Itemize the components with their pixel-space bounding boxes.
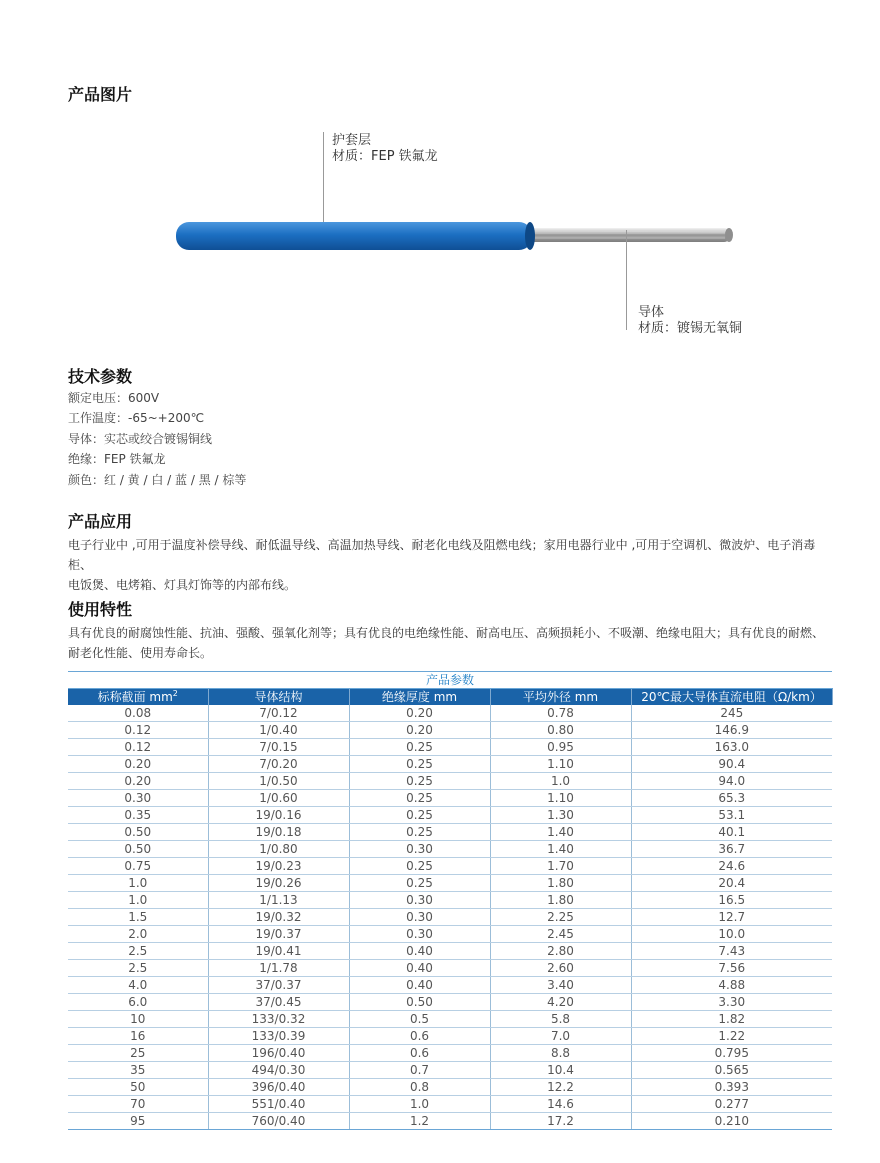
cell-cross-section: 70 <box>68 1096 208 1113</box>
cell-insulation-thickness: 0.8 <box>349 1079 490 1096</box>
cell-cross-section: 25 <box>68 1045 208 1062</box>
tech-param-conductor: 导体：实芯或绞合镀锡铜线 <box>68 432 213 446</box>
cell-resistance: 12.7 <box>631 909 832 926</box>
cell-outer-diameter: 1.70 <box>490 858 631 875</box>
cell-insulation-thickness: 0.50 <box>349 994 490 1011</box>
table-row <box>68 977 832 994</box>
cell-resistance: 10.0 <box>631 926 832 943</box>
cell-cross-section: 0.30 <box>68 790 208 807</box>
cell-insulation-thickness: 0.30 <box>349 926 490 943</box>
cell-resistance: 0.210 <box>631 1113 832 1130</box>
cell-outer-diameter: 1.80 <box>490 875 631 892</box>
table-row <box>68 858 832 875</box>
cell-cross-section: 0.20 <box>68 756 208 773</box>
cell-cross-section: 35 <box>68 1062 208 1079</box>
cell-cross-section: 2.5 <box>68 943 208 960</box>
cell-resistance: 245 <box>631 705 832 722</box>
cell-insulation-thickness: 0.25 <box>349 824 490 841</box>
cell-outer-diameter: 2.25 <box>490 909 631 926</box>
cell-resistance: 0.393 <box>631 1079 832 1096</box>
cell-conductor-structure: 551/0.40 <box>208 1096 349 1113</box>
cell-conductor-structure: 760/0.40 <box>208 1113 349 1130</box>
cell-insulation-thickness: 0.25 <box>349 739 490 756</box>
cell-insulation-thickness: 0.40 <box>349 943 490 960</box>
cell-insulation-thickness: 0.30 <box>349 841 490 858</box>
cell-outer-diameter: 1.40 <box>490 824 631 841</box>
cell-outer-diameter: 7.0 <box>490 1028 631 1045</box>
header-outer-diameter: 平均外径 mm <box>490 689 631 706</box>
table-row <box>68 875 832 892</box>
features-text <box>68 623 838 663</box>
cell-insulation-thickness: 1.2 <box>349 1113 490 1130</box>
cell-cross-section: 0.75 <box>68 858 208 875</box>
features-line-1: 具有优良的耐腐蚀性能、抗油、强酸、强氧化剂等；具有优良的电绝缘性能、耐高电压、高频损耗小、不吸潮、绝缘电阻大；具有优良的耐燃、 <box>68 626 825 640</box>
table-row <box>68 807 832 824</box>
cell-insulation-thickness: 0.40 <box>349 977 490 994</box>
tech-param-voltage: 额定电压：600V <box>68 391 160 405</box>
jacket-name: 护套层 <box>332 133 372 148</box>
cell-conductor-structure: 19/0.26 <box>208 875 349 892</box>
cell-outer-diameter: 12.2 <box>490 1079 631 1096</box>
table-row <box>68 960 832 977</box>
cell-outer-diameter: 1.0 <box>490 773 631 790</box>
tech-param-color: 颜色：红 / 黄 / 白 / 蓝 / 黑 / 棕等 <box>68 473 247 487</box>
picture-section-title: 产品图片 <box>68 85 133 104</box>
table-row <box>68 1062 832 1079</box>
table-row <box>68 892 832 909</box>
table-row <box>68 1096 832 1113</box>
application-line-2: 电饭煲、电烤箱、灯具灯饰等的内部布线。 <box>68 578 297 592</box>
conductor-leader-line <box>626 230 627 330</box>
tech-param-temperature: 工作温度：-65~+200℃ <box>68 411 205 425</box>
table-row <box>68 1011 832 1028</box>
cell-resistance: 1.22 <box>631 1028 832 1045</box>
features-line-2: 耐老化性能、使用寿命长。 <box>68 646 213 660</box>
table-row <box>68 926 832 943</box>
header-resistance: 20℃最大导体直流电阻（Ω/km） <box>631 689 832 706</box>
cell-outer-diameter: 0.80 <box>490 722 631 739</box>
cell-resistance: 53.1 <box>631 807 832 824</box>
table-row <box>68 1045 832 1062</box>
cell-conductor-structure: 19/0.37 <box>208 926 349 943</box>
conductor-material: 材质：镀锡无氧铜 <box>638 321 743 336</box>
cell-insulation-thickness: 0.25 <box>349 790 490 807</box>
cell-cross-section: 2.0 <box>68 926 208 943</box>
jacket-material: 材质：FEP 铁氟龙 <box>332 149 438 164</box>
cell-cross-section: 6.0 <box>68 994 208 1011</box>
cell-conductor-structure: 19/0.32 <box>208 909 349 926</box>
cell-conductor-structure: 1/0.80 <box>208 841 349 858</box>
cell-resistance: 163.0 <box>631 739 832 756</box>
cell-conductor-structure: 1/0.40 <box>208 722 349 739</box>
cell-outer-diameter: 3.40 <box>490 977 631 994</box>
cell-outer-diameter: 10.4 <box>490 1062 631 1079</box>
cell-resistance: 0.277 <box>631 1096 832 1113</box>
table-row <box>68 1028 832 1045</box>
cell-conductor-structure: 7/0.12 <box>208 705 349 722</box>
cell-insulation-thickness: 0.7 <box>349 1062 490 1079</box>
table-title-row <box>68 672 832 689</box>
table-row <box>68 909 832 926</box>
cell-resistance: 65.3 <box>631 790 832 807</box>
cell-conductor-structure: 196/0.40 <box>208 1045 349 1062</box>
cell-insulation-thickness: 0.25 <box>349 875 490 892</box>
cell-resistance: 7.43 <box>631 943 832 960</box>
cell-resistance: 1.82 <box>631 1011 832 1028</box>
cell-cross-section: 4.0 <box>68 977 208 994</box>
cell-cross-section: 2.5 <box>68 960 208 977</box>
header-cross-section: 标称截面 $mm^2$ <box>68 689 208 706</box>
cell-cross-section: 0.35 <box>68 807 208 824</box>
cell-outer-diameter: 0.78 <box>490 705 631 722</box>
cell-outer-diameter: 4.20 <box>490 994 631 1011</box>
cell-cross-section: 0.12 <box>68 722 208 739</box>
cell-outer-diameter: 5.8 <box>490 1011 631 1028</box>
cell-conductor-structure: 494/0.30 <box>208 1062 349 1079</box>
cell-conductor-structure: 37/0.37 <box>208 977 349 994</box>
table-row <box>68 943 832 960</box>
cell-outer-diameter: 2.60 <box>490 960 631 977</box>
cell-cross-section: 1.5 <box>68 909 208 926</box>
table-row <box>68 824 832 841</box>
cell-resistance: 94.0 <box>631 773 832 790</box>
table-row <box>68 756 832 773</box>
cell-resistance: 36.7 <box>631 841 832 858</box>
jacket-label <box>332 133 438 165</box>
table-row <box>68 722 832 739</box>
cell-insulation-thickness: 0.25 <box>349 756 490 773</box>
cell-outer-diameter: 1.10 <box>490 790 631 807</box>
cell-insulation-thickness: 0.6 <box>349 1028 490 1045</box>
cell-insulation-thickness: 0.20 <box>349 705 490 722</box>
cell-insulation-thickness: 1.0 <box>349 1096 490 1113</box>
cell-resistance: 0.795 <box>631 1045 832 1062</box>
table-row <box>68 705 832 722</box>
application-line-1: 电子行业中 ,可用于温度补偿导线、耐低温导线、高温加热导线、耐老化电线及阻燃电线；家用电器行业中 ,可用于空调机、微波炉、电子消毒柜、 <box>68 538 816 572</box>
cell-outer-diameter: 1.10 <box>490 756 631 773</box>
cell-conductor-structure: 19/0.23 <box>208 858 349 875</box>
cell-cross-section: 1.0 <box>68 875 208 892</box>
cell-conductor-structure: 1/1.13 <box>208 892 349 909</box>
cell-resistance: 16.5 <box>631 892 832 909</box>
cell-resistance: 20.4 <box>631 875 832 892</box>
header-superscript: 2 <box>172 689 178 698</box>
cell-cross-section: 1.0 <box>68 892 208 909</box>
cell-outer-diameter: 2.80 <box>490 943 631 960</box>
cell-insulation-thickness: 0.25 <box>349 858 490 875</box>
table-header-row <box>68 689 832 706</box>
cell-cross-section: 0.50 <box>68 824 208 841</box>
cell-outer-diameter: 8.8 <box>490 1045 631 1062</box>
cell-outer-diameter: 1.80 <box>490 892 631 909</box>
cell-conductor-structure: 7/0.15 <box>208 739 349 756</box>
cell-insulation-thickness: 0.5 <box>349 1011 490 1028</box>
cell-cross-section: 50 <box>68 1079 208 1096</box>
jacket-leader-line <box>323 132 324 224</box>
cell-resistance: 146.9 <box>631 722 832 739</box>
cell-resistance: 3.30 <box>631 994 832 1011</box>
cell-conductor-structure: 19/0.41 <box>208 943 349 960</box>
header-conductor-structure: 导体结构 <box>208 689 349 706</box>
cell-outer-diameter: 1.40 <box>490 841 631 858</box>
application-section-title: 产品应用 <box>68 512 133 531</box>
cell-cross-section: 95 <box>68 1113 208 1130</box>
cell-insulation-thickness: 0.30 <box>349 909 490 926</box>
table-row <box>68 790 832 807</box>
features-section-title: 使用特性 <box>68 600 133 619</box>
cell-conductor-structure: 19/0.16 <box>208 807 349 824</box>
cell-insulation-thickness: 0.30 <box>349 892 490 909</box>
cell-conductor-structure: 1/1.78 <box>208 960 349 977</box>
cell-resistance: 40.1 <box>631 824 832 841</box>
cell-resistance: 90.4 <box>631 756 832 773</box>
cell-conductor-structure: 133/0.32 <box>208 1011 349 1028</box>
cell-cross-section: 0.20 <box>68 773 208 790</box>
fep-jacket <box>176 222 535 250</box>
cell-insulation-thickness: 0.25 <box>349 807 490 824</box>
cell-insulation-thickness: 0.6 <box>349 1045 490 1062</box>
cell-cross-section: 0.08 <box>68 705 208 722</box>
cell-cross-section: 0.12 <box>68 739 208 756</box>
table-title: 产品参数 <box>68 672 832 689</box>
cell-resistance: 4.88 <box>631 977 832 994</box>
cell-cross-section: 0.50 <box>68 841 208 858</box>
cell-conductor-structure: 7/0.20 <box>208 756 349 773</box>
table-row <box>68 841 832 858</box>
cell-conductor-structure: 1/0.60 <box>208 790 349 807</box>
cell-conductor-structure: 37/0.45 <box>208 994 349 1011</box>
cell-conductor-structure: 133/0.39 <box>208 1028 349 1045</box>
conductor-label <box>638 305 742 337</box>
cell-cross-section: 10 <box>68 1011 208 1028</box>
table-row <box>68 994 832 1011</box>
table-row <box>68 739 832 756</box>
cell-insulation-thickness: 0.40 <box>349 960 490 977</box>
cell-insulation-thickness: 0.25 <box>349 773 490 790</box>
cell-outer-diameter: 14.6 <box>490 1096 631 1113</box>
cell-cross-section: 16 <box>68 1028 208 1045</box>
application-text <box>68 535 838 595</box>
conductor-strands <box>525 228 733 242</box>
cell-outer-diameter: 17.2 <box>490 1113 631 1130</box>
cell-resistance: 7.56 <box>631 960 832 977</box>
cable-image <box>170 212 740 262</box>
header-insulation-thickness: 绝缘厚度 mm <box>349 689 490 706</box>
cell-outer-diameter: 2.45 <box>490 926 631 943</box>
tech-param-insulation: 绝缘：FEP 铁氟龙 <box>68 452 166 466</box>
cell-conductor-structure: 1/0.50 <box>208 773 349 790</box>
cell-outer-diameter: 0.95 <box>490 739 631 756</box>
conductor-name: 导体 <box>638 305 665 320</box>
tech-section-title: 技术参数 <box>68 367 133 386</box>
cell-outer-diameter: 1.30 <box>490 807 631 824</box>
cell-resistance: 24.6 <box>631 858 832 875</box>
table-row <box>68 773 832 790</box>
cell-conductor-structure: 19/0.18 <box>208 824 349 841</box>
spec-table <box>68 671 833 1130</box>
cell-insulation-thickness: 0.20 <box>349 722 490 739</box>
cell-resistance: 0.565 <box>631 1062 832 1079</box>
cell-conductor-structure: 396/0.40 <box>208 1079 349 1096</box>
table-row <box>68 1079 832 1096</box>
table-row <box>68 1113 832 1130</box>
